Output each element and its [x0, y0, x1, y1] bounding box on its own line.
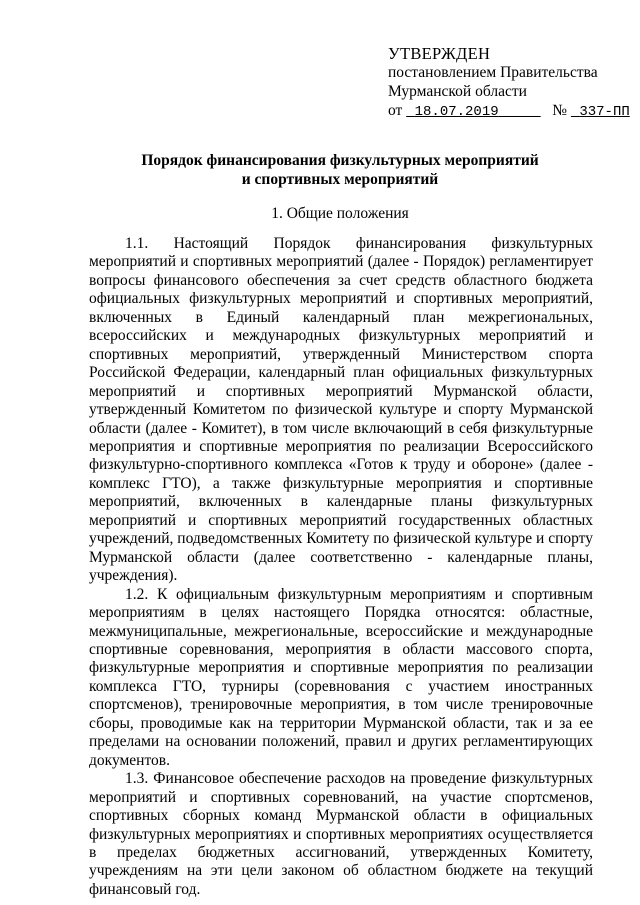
section-heading: 1. Общие положения — [271, 205, 409, 222]
document-title — [90, 152, 590, 189]
number-prefix: № — [552, 102, 568, 119]
paragraph-1-2: 1.2. К официальным физкультурным мероприятиям и спортивным мероприятиям в целях настоящего Порядка относятся: областные, межмуниципальные, межрегиональные, всероссийские и международные спортивные соревнования, мероприятия в области массового спорта, физкультурные мероприятия и спортивные мероприятия по реализации комплекса ГТО, турниры (соревнования с участием иностранных спортсменов), тренировочные мероприятия, в том числе тренировочные сборы, проводимые как на территории Мурманской области, так и за ее пределами на основании положений, правил и других регламентирующих документов. — [89, 585, 593, 769]
paragraph-1-1: 1.1. Настоящий Порядок финансирования физкультурных мероприятий и спортивных мероприятий (далее - Порядок) регламентирует вопросы финансового обеспечения за счет средств областного бюджета официальных физкультурных мероприятий и спортивных мероприятий, включенных в Единый календарный план межрегиональных, всероссийских и международных физкультурных мероприятий и спортивных мероприятий, утвержденный Министерством спорта Российской Федерации, календарный план официальных физкультурных мероприятий и спортивных мероприятий Мурманской области, утвержденный Комитетом по физической культуре и спорту Мурманской области (далее - Комитет), в том числе включающий в себя физкультурные мероприятия и спортивные мероприятия по реализации Всероссийского физкультурно-спортивного комплекса «Готов к труду и обороне» (далее - комплекс ГТО), а также физкультурные мероприятия и спортивные мероприятий, включенных в календарные планы физкультурных мероприятий и спортивных мероприятий государственных областных учреждений, подведомственных Комитету по физической культуре и спорту Мурманской области (далее соответственно - календарные планы, учреждения). — [89, 235, 593, 585]
paragraph-1-3: 1.3. Финансовое обеспечение расходов на проведение физкультурных мероприятий и спортивных соревнований, на участие спортсменов, спортивных сборных команд Мурманской области в официальных физкультурных мероприятиях и спортивных мероприятиях осуществляется в пределах бюджетных ассигнований, утвержденных Комитету, учреждениям на эти цели законом об областном бюджете на текущий финансовый год. — [89, 770, 593, 898]
approval-stamp — [388, 44, 628, 122]
approval-line-2: Мурманской области — [388, 83, 527, 100]
approval-date: 18.07.2019 — [414, 104, 499, 120]
approval-heading: УТВЕРЖДЕН — [388, 44, 491, 63]
approval-number: 337-ПП — [579, 104, 630, 120]
date-prefix: от — [388, 102, 403, 119]
title-line-2: и спортивных мероприятий — [241, 170, 439, 188]
approval-date-number-line — [388, 101, 628, 122]
document-body — [89, 235, 593, 899]
title-line-1: Порядок финансирования физкультурных мероприятий — [141, 152, 539, 169]
approval-line-1: постановлением Правительства — [388, 64, 598, 81]
